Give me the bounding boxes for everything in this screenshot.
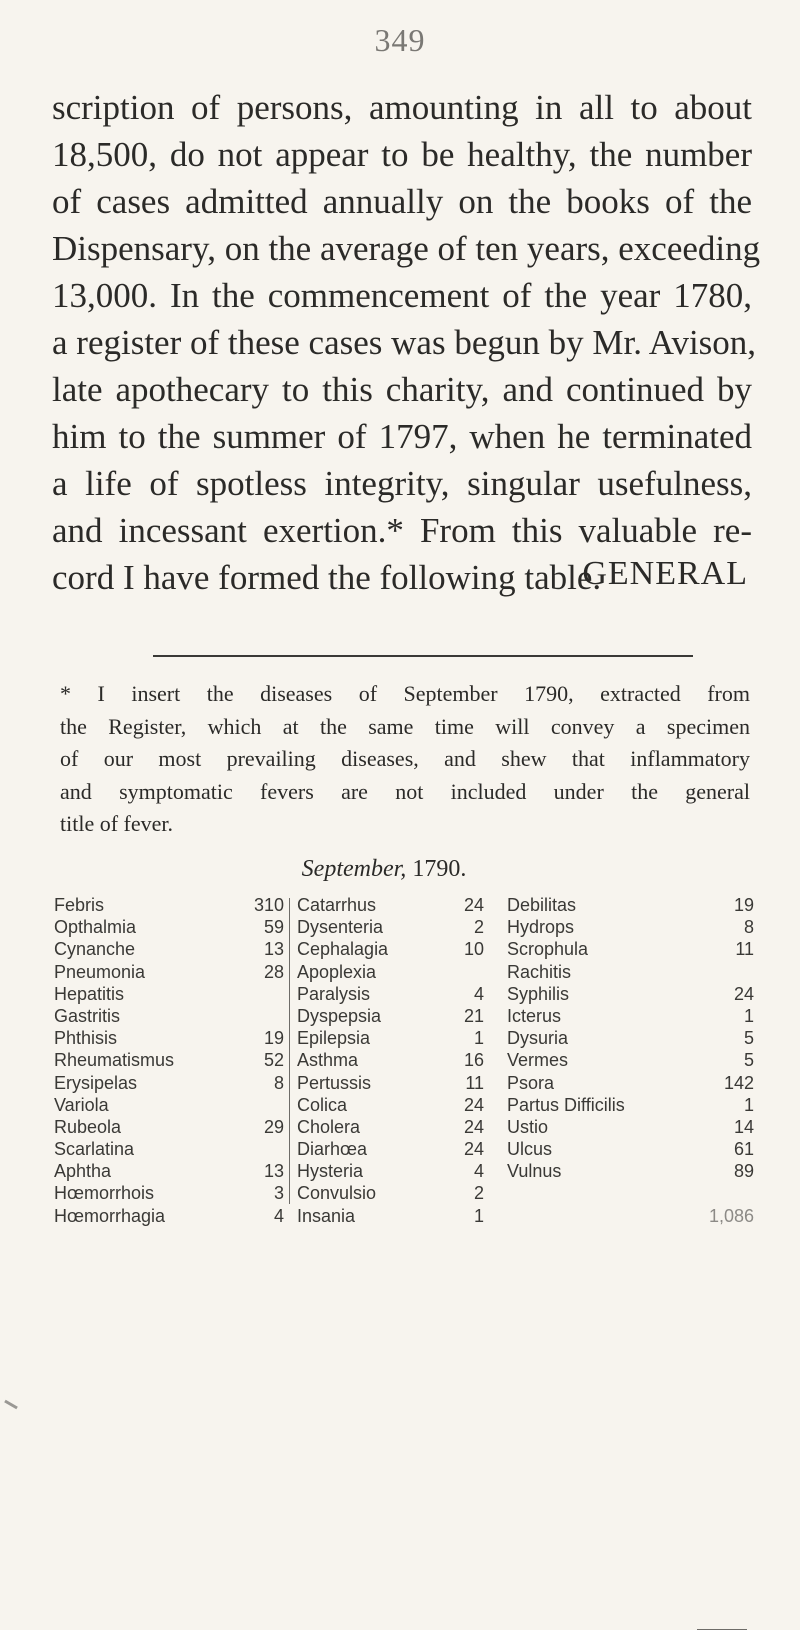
disease-name: Apoplexia bbox=[297, 961, 377, 982]
disease-name: Epilepsia bbox=[297, 1028, 371, 1049]
disease-name: Cynanche bbox=[54, 939, 136, 960]
body-line: Dispensary, on the average of ten years, exceeding bbox=[52, 229, 761, 268]
scan-mark bbox=[4, 1400, 18, 1410]
footnote-line: and symptomatic fevers are not included under the general bbox=[60, 778, 750, 804]
case-count: 19 bbox=[263, 1028, 284, 1049]
case-count: 89 bbox=[733, 1161, 754, 1182]
disease-name: Cephalagia bbox=[297, 939, 389, 960]
case-count: 2 bbox=[473, 1183, 484, 1204]
body-line: of cases admitted annually on the books of the bbox=[52, 182, 752, 221]
disease-name: Opthalmia bbox=[54, 917, 137, 938]
disease-name: Hepatitis bbox=[54, 983, 125, 1004]
table-row bbox=[297, 961, 484, 983]
case-count: 4 bbox=[273, 1205, 284, 1226]
case-count: 1 bbox=[743, 1094, 754, 1115]
disease-name: Psora bbox=[507, 1072, 555, 1093]
table-row bbox=[54, 1160, 284, 1182]
table-row bbox=[297, 1072, 484, 1094]
case-count: 21 bbox=[463, 1005, 484, 1026]
disease-name: Ulcus bbox=[507, 1139, 553, 1160]
disease-name: Pertussis bbox=[297, 1072, 372, 1093]
case-count: 24 bbox=[463, 1116, 484, 1137]
case-count: 10 bbox=[463, 939, 484, 960]
footnote bbox=[60, 678, 750, 841]
case-count: 11 bbox=[735, 939, 754, 960]
table-row bbox=[54, 1138, 284, 1160]
body-line: a register of these cases was begun by Mr. Avison, bbox=[52, 323, 757, 362]
case-count: 1 bbox=[473, 1028, 484, 1049]
case-count: 5 bbox=[743, 1050, 754, 1071]
disease-name: Pneumonia bbox=[54, 961, 146, 982]
table-caption-year: 1790. bbox=[412, 856, 467, 882]
table-row bbox=[54, 916, 284, 938]
table-row bbox=[297, 983, 484, 1005]
case-count: 310 bbox=[253, 895, 284, 915]
case-count: 59 bbox=[263, 917, 284, 938]
table-row bbox=[507, 1027, 754, 1049]
table-row bbox=[297, 1049, 484, 1071]
case-count: 24 bbox=[463, 1094, 484, 1115]
disease-name: Erysipelas bbox=[54, 1072, 138, 1093]
case-count: 28 bbox=[263, 961, 284, 982]
disease-name: Syphilis bbox=[507, 983, 570, 1004]
column-divider bbox=[289, 898, 290, 1204]
case-count: 8 bbox=[743, 917, 754, 938]
case-count: 3 bbox=[273, 1183, 284, 1204]
case-count: 4 bbox=[473, 983, 484, 1004]
footnote-line: title of fever. bbox=[60, 811, 174, 836]
table-row bbox=[507, 1138, 754, 1160]
table-column-2 bbox=[297, 894, 484, 1227]
disease-name: Phthisis bbox=[54, 1028, 118, 1049]
body-line: late apothecary to this charity, and continued by bbox=[52, 370, 752, 409]
disease-name: Scarlatina bbox=[54, 1139, 135, 1160]
disease-name: Hydrops bbox=[507, 917, 575, 938]
table-row bbox=[507, 894, 754, 916]
table-row bbox=[54, 1094, 284, 1116]
table-row bbox=[297, 938, 484, 960]
table-row bbox=[507, 1116, 754, 1138]
body-line: and incessant exertion.* From this valuable re- bbox=[52, 511, 752, 550]
table-total-row bbox=[507, 1205, 754, 1227]
table-caption bbox=[0, 856, 784, 883]
case-count: 29 bbox=[263, 1116, 284, 1137]
case-count: 2 bbox=[473, 917, 484, 938]
disease-name: Dyspepsia bbox=[297, 1005, 382, 1026]
disease-name: Hœmorrhois bbox=[54, 1183, 155, 1204]
case-count: 1 bbox=[743, 1005, 754, 1026]
disease-name: Rheumatismus bbox=[54, 1050, 175, 1071]
table-row bbox=[507, 1094, 754, 1116]
table-row bbox=[507, 961, 754, 983]
disease-name: Hysteria bbox=[297, 1161, 364, 1182]
table-row bbox=[54, 1005, 284, 1027]
case-count: 13 bbox=[263, 1161, 284, 1182]
case-count: 4 bbox=[473, 1161, 484, 1182]
footnote-line: the Register, which at the same time will convey a specimen bbox=[60, 713, 750, 739]
table-row bbox=[297, 1094, 484, 1116]
table-row bbox=[507, 1005, 754, 1027]
table-row bbox=[507, 1049, 754, 1071]
table-row bbox=[54, 1027, 284, 1049]
table-row bbox=[297, 1116, 484, 1138]
table-row bbox=[507, 938, 754, 960]
table-row bbox=[297, 1160, 484, 1182]
table-row bbox=[54, 1182, 284, 1204]
footnote-line: of our most prevailing diseases, and shew that inflammatory bbox=[60, 746, 750, 771]
case-count: 24 bbox=[463, 895, 484, 915]
footnote-rule bbox=[153, 655, 693, 657]
case-count: 5 bbox=[743, 1028, 754, 1049]
page-number: 349 bbox=[374, 22, 426, 58]
case-count: 19 bbox=[733, 895, 754, 915]
body-line: a life of spotless integrity, singular usefulness, bbox=[52, 464, 752, 503]
body-line: him to the summer of 1797, when he terminated bbox=[52, 417, 752, 456]
table-row bbox=[54, 983, 284, 1005]
table-row bbox=[54, 1072, 284, 1094]
table-row bbox=[297, 1182, 484, 1204]
case-count: 13 bbox=[263, 939, 284, 960]
disease-name: Vulnus bbox=[507, 1161, 562, 1182]
case-count: 11 bbox=[465, 1072, 484, 1093]
case-count: 8 bbox=[273, 1072, 284, 1093]
disease-name: Vermes bbox=[507, 1050, 569, 1071]
case-count: 24 bbox=[463, 1139, 484, 1160]
table-row bbox=[297, 1005, 484, 1027]
table-caption-month: September, bbox=[301, 856, 407, 882]
disease-name: Febris bbox=[54, 895, 105, 915]
disease-name: Partus Difficilis bbox=[507, 1094, 625, 1115]
table-row bbox=[507, 1072, 754, 1094]
case-count: 61 bbox=[733, 1139, 754, 1160]
table-row bbox=[297, 1138, 484, 1160]
table-row bbox=[507, 1182, 754, 1204]
table-row bbox=[54, 1049, 284, 1071]
disease-name: Debilitas bbox=[507, 895, 577, 915]
disease-name: Rachitis bbox=[507, 961, 572, 982]
case-count: 1 bbox=[473, 1205, 484, 1226]
body-line: 18,500, do not appear to be healthy, the number bbox=[52, 135, 752, 174]
case-count: 16 bbox=[463, 1050, 484, 1071]
table-row bbox=[297, 1027, 484, 1049]
table-row bbox=[297, 1205, 484, 1227]
catchword: GENERAL bbox=[582, 555, 748, 592]
table-row bbox=[297, 894, 484, 916]
table-row bbox=[54, 1205, 284, 1227]
disease-name: Paralysis bbox=[297, 983, 371, 1004]
disease-name: Ustio bbox=[507, 1116, 549, 1137]
disease-name: Insania bbox=[297, 1205, 356, 1226]
disease-name: Colica bbox=[297, 1094, 348, 1115]
table-row bbox=[54, 894, 284, 916]
disease-name: Variola bbox=[54, 1094, 109, 1115]
disease-name: Scrophula bbox=[507, 939, 589, 960]
case-count: 24 bbox=[733, 983, 754, 1004]
table-row bbox=[54, 961, 284, 983]
body-paragraph bbox=[52, 84, 761, 601]
disease-name: Icterus bbox=[507, 1005, 562, 1026]
table-column-1 bbox=[54, 894, 284, 1227]
table-row bbox=[507, 916, 754, 938]
disease-name: Hœmorrhagia bbox=[54, 1205, 166, 1226]
table-total: 1,086 bbox=[708, 1205, 754, 1226]
disease-name: Rubeola bbox=[54, 1116, 122, 1137]
disease-name: Asthma bbox=[297, 1050, 359, 1071]
case-count: 52 bbox=[263, 1050, 284, 1071]
table-row bbox=[507, 1160, 754, 1182]
body-line: scription of persons, amounting in all to about bbox=[52, 88, 752, 127]
table-column-3 bbox=[507, 894, 754, 1227]
disease-name: Gastritis bbox=[54, 1005, 121, 1026]
table-row bbox=[54, 938, 284, 960]
table-row bbox=[507, 983, 754, 1005]
case-count: 142 bbox=[723, 1072, 754, 1093]
disease-name: Catarrhus bbox=[297, 895, 377, 915]
table-row bbox=[54, 1116, 284, 1138]
table-row bbox=[297, 916, 484, 938]
footnote-line: * I insert the diseases of September 1790, extracted from bbox=[60, 681, 750, 706]
disease-name: Cholera bbox=[297, 1116, 361, 1137]
disease-name: Diarhœa bbox=[297, 1139, 368, 1160]
disease-name: Dysenteria bbox=[297, 917, 384, 938]
disease-name: Dysuria bbox=[507, 1028, 569, 1049]
disease-name: Aphtha bbox=[54, 1161, 112, 1182]
disease-name: Convulsio bbox=[297, 1183, 377, 1204]
case-count: 14 bbox=[733, 1116, 754, 1137]
body-line: cord I have formed the following table. bbox=[52, 558, 602, 597]
body-line: 13,000. In the commencement of the year 1780, bbox=[52, 276, 752, 315]
